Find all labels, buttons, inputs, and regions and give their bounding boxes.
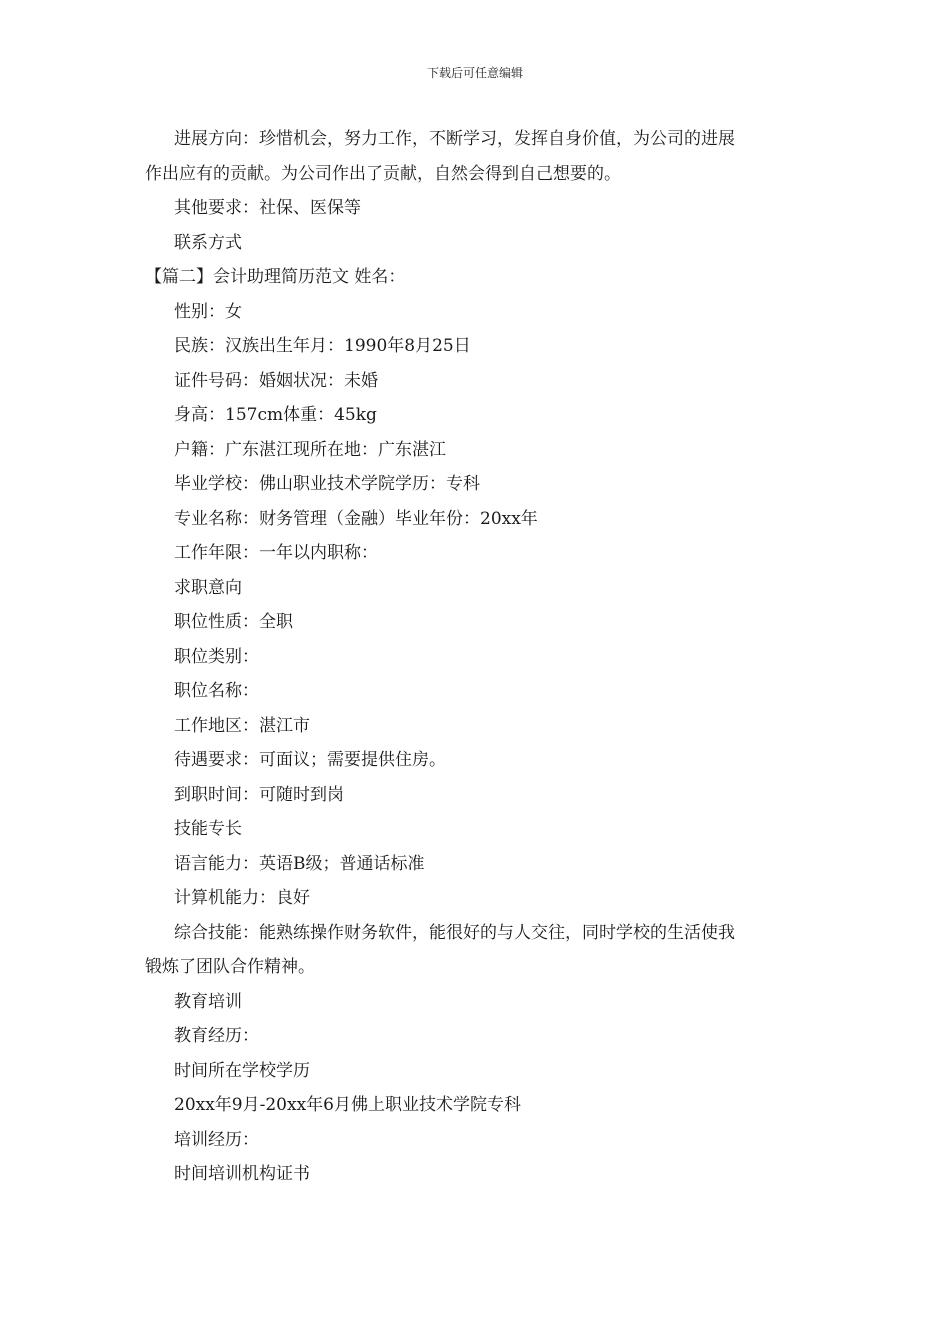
text-line: 时间所在学校学历 [174, 1060, 310, 1081]
text-line: 工作年限：一年以内职称： [174, 543, 378, 563]
text-line: 到职时间：可随时到岗 [174, 784, 344, 805]
text-line: 进展方向：珍惜机会，努力工作，不断学习，发挥自身价值，为公司的进展 [174, 129, 735, 149]
text-line: 作出应有的贡献。为公司作出了贡献，自然会得到自己想要的。 [145, 163, 621, 184]
text-line: 教育经历： [174, 1026, 259, 1046]
text-line: 培训经历： [174, 1129, 259, 1150]
text-line: 联系方式 [174, 232, 242, 253]
text-line: 户籍：广东湛江现所在地：广东湛江 [174, 439, 446, 460]
page-header-note: 下载后可任意编辑 [426, 66, 523, 80]
text-line: 综合技能：能熟练操作财务软件，能很好的与人交往，同时学校的生活使我 [174, 922, 735, 943]
text-line: 锻炼了团队合作精神。 [145, 957, 315, 977]
text-line: 职位名称： [174, 681, 259, 701]
text-line: 求职意向 [174, 577, 242, 598]
text-line: 语言能力：英语B级；普通话标准 [174, 853, 425, 874]
text-line: 工作地区：湛江市 [174, 715, 310, 736]
text-line: 职位类别： [174, 646, 259, 667]
text-line: 时间培训机构证书 [174, 1164, 310, 1184]
text-line: 毕业学校：佛山职业技术学院学历：专科 [174, 474, 480, 494]
document-body [145, 122, 810, 1192]
text-line: 待遇要求：可面议；需要提供住房。 [174, 750, 446, 770]
text-line: 【篇二】会计助理简历范文 姓名： [145, 267, 406, 287]
text-line: 职位性质：全职 [174, 612, 293, 632]
text-line: 民族：汉族出生年月：1990年8月25日 [174, 336, 471, 356]
text-line: 技能专长 [174, 819, 242, 839]
text-line: 性别：女 [174, 301, 242, 322]
text-line: 身高：157cm体重：45kg [174, 405, 377, 425]
text-line: 教育培训 [174, 991, 242, 1012]
text-line: 证件号码：婚姻状况：未婚 [174, 370, 378, 391]
text-line: 计算机能力：良好 [174, 888, 310, 908]
text-line: 20xx年9月-20xx年6月佛上职业技术学院专科 [174, 1095, 521, 1115]
text-line: 专业名称：财务管理（金融）毕业年份：20xx年 [174, 508, 538, 529]
text-line: 其他要求：社保、医保等 [174, 198, 361, 218]
